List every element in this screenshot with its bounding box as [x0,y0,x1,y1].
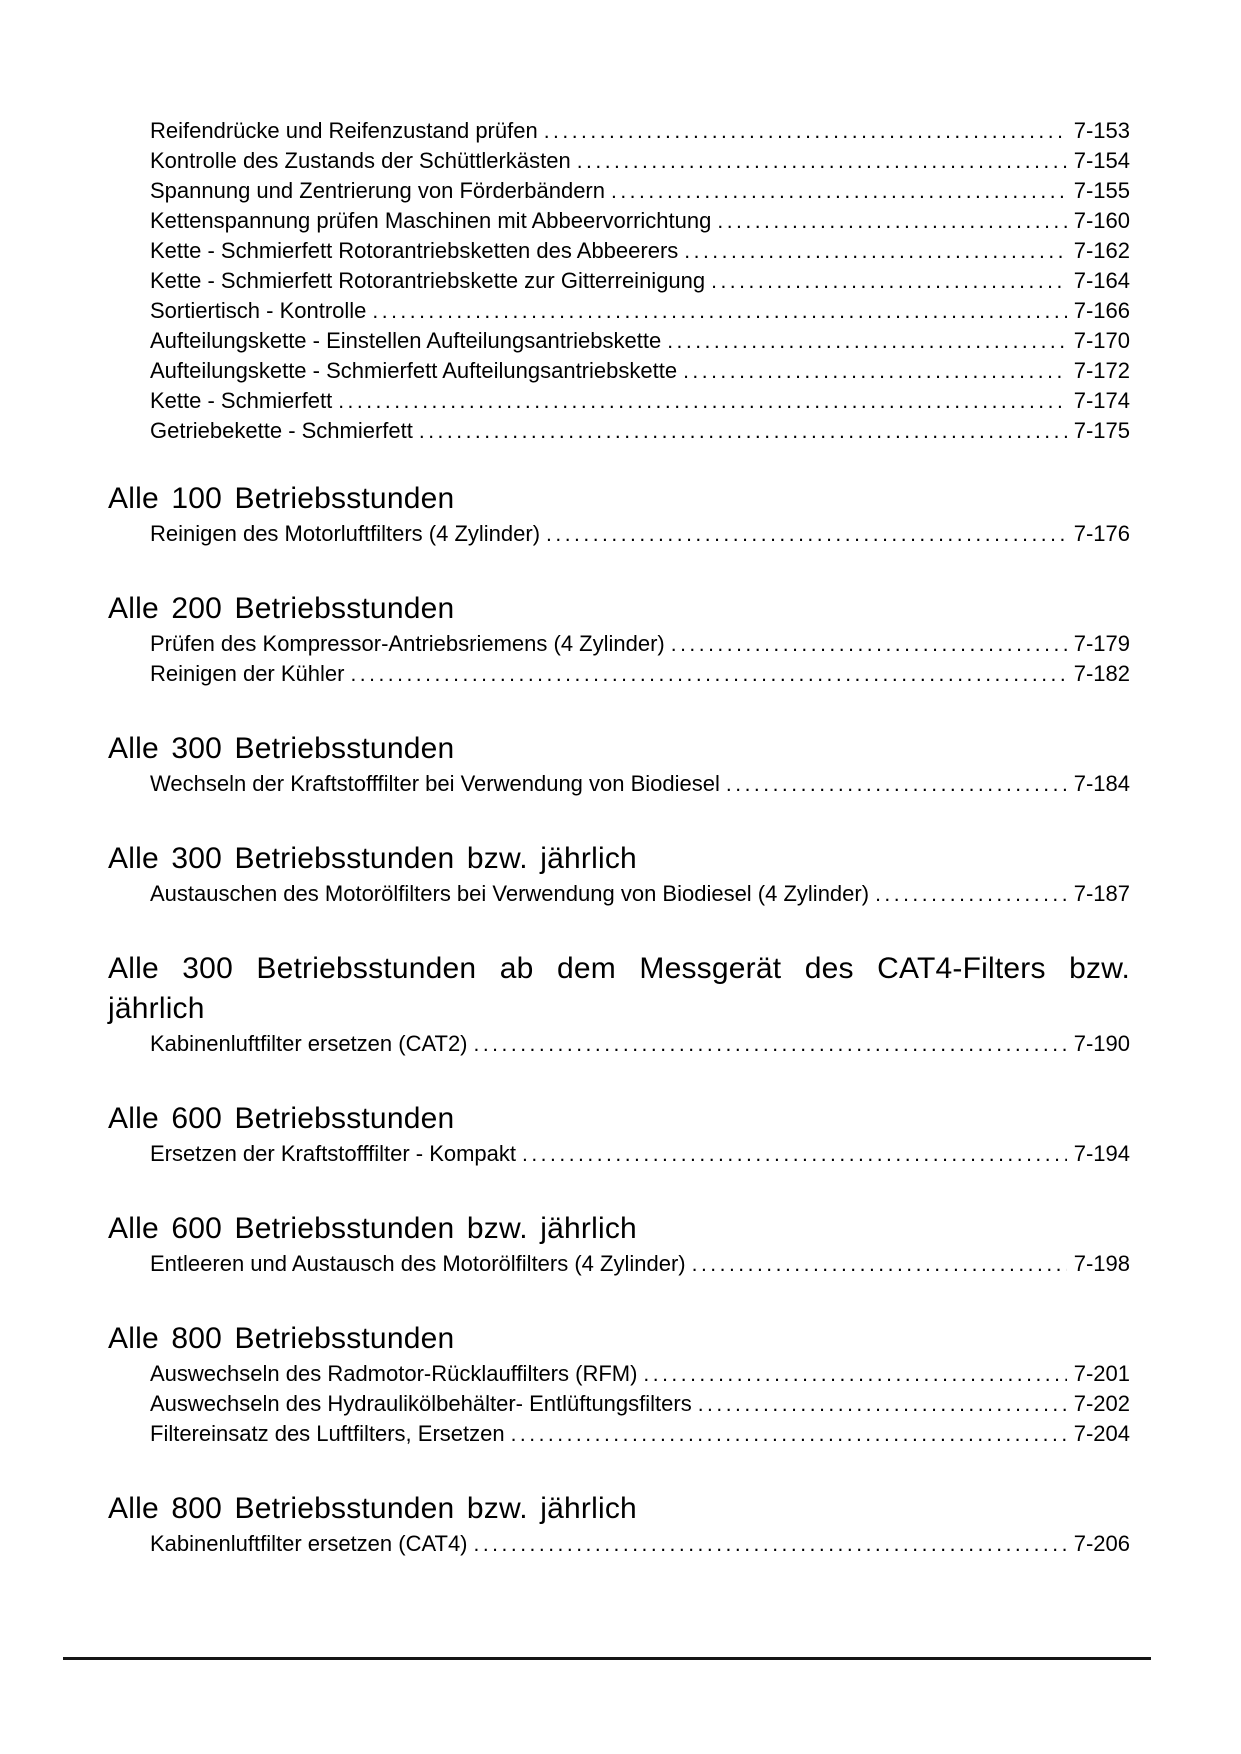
toc-entry-page: 7-184 [1073,771,1130,796]
section-alle-600-betriebsstunden [108,1099,1130,1169]
toc-entry-page: 7-172 [1073,358,1130,383]
section-alle-300-betriebsstunden-cat4-filter [108,949,1130,1059]
toc-entry-title: Reinigen des Motorluftfilters (4 Zylinder) [150,521,541,546]
toc-entry [108,116,1130,146]
toc-entry-page: 7-175 [1073,418,1130,443]
toc-entry [108,1029,1130,1059]
toc-entry [108,326,1130,356]
section-heading: Alle 300 Betriebsstunden [108,732,455,765]
toc-entry-title: Auswechseln des Radmotor-Rücklauffilters (RFM) [150,1361,638,1386]
toc-entry-page: 7-166 [1073,298,1130,323]
toc-entry [108,236,1130,266]
toc-entry-title: Austauschen des Motorölfilters bei Verwendung von Biodiesel (4 Zylinder) [150,881,870,906]
dot-leader [372,296,1066,326]
section-alle-300-betriebsstunden-bzw-jaehrlich [108,839,1130,909]
dot-leader [726,769,1067,799]
section-heading: Alle 600 Betriebsstunden bzw. jährlich [108,1212,637,1245]
toc-entry-title: Spannung und Zentrierung von Förderbändern [150,178,605,203]
toc-entry-title: Entleeren und Austausch des Motorölfilters (4 Zylinder) [150,1251,686,1276]
toc-entry-title: Aufteilungskette - Schmierfett Aufteilungsantriebskette [150,358,678,383]
section-heading: Alle 800 Betriebsstunden [108,1322,455,1355]
toc-entry-title: Kette - Schmierfett Rotorantriebsketten des Abbeerers [150,238,679,263]
toc-entry [108,266,1130,296]
toc-entry [108,356,1130,386]
dot-leader [577,146,1067,176]
toc-entry-page: 7-154 [1073,148,1130,173]
toc-entry-title: Aufteilungskette - Einstellen Aufteilungsantriebskette [150,328,662,353]
footer-rule [63,1657,1151,1660]
toc-entry-title: Auswechseln des Hydraulikölbehälter- Entlüftungsfilters [150,1391,692,1416]
toc-entry [108,1139,1130,1169]
toc-entry-page: 7-164 [1073,268,1130,293]
section-alle-300-betriebsstunden [108,729,1130,799]
toc-entry-title: Kettenspannung prüfen Maschinen mit Abbeervorrichtung [150,208,712,233]
section-heading: Alle 300 Betriebsstunden bzw. jährlich [108,842,637,875]
toc-entry-page: 7-198 [1073,1251,1130,1276]
toc-entry-page: 7-190 [1073,1031,1130,1056]
toc-entry [108,206,1130,236]
toc-entry [108,296,1130,326]
toc-entry-page: 7-174 [1073,388,1130,413]
toc-entry [108,1249,1130,1279]
toc-entry-title: Prüfen des Kompressor-Antriebsriemens (4 Zylinder) [150,631,665,656]
toc-entry [108,519,1130,549]
toc-entry [108,1389,1130,1419]
dot-leader [474,1529,1067,1559]
toc-entry-page: 7-204 [1073,1421,1130,1446]
section-heading: Alle 600 Betriebsstunden [108,1102,455,1135]
toc-entry-title: Reifendrücke und Reifenzustand prüfen [150,118,538,143]
toc-entry-page: 7-162 [1073,238,1130,263]
toc-entry [108,1529,1130,1559]
toc-entry-title: Wechseln der Kraftstofffilter bei Verwendung von Biodiesel [150,771,720,796]
toc-entry-title: Kette - Schmierfett Rotorantriebskette zur Gitterreinigung [150,268,706,293]
toc-entry-page: 7-179 [1073,631,1130,656]
toc-entry-page: 7-153 [1073,118,1130,143]
section-alle-100-betriebsstunden [108,479,1130,549]
toc-entry-title: Kabinenluftfilter ersetzen (CAT2) [150,1031,468,1056]
toc-entry-page: 7-206 [1073,1531,1130,1556]
toc-entry-page: 7-187 [1073,881,1130,906]
dot-leader [611,176,1067,206]
dot-leader [875,879,1067,909]
section-heading-line-2: jährlich [108,992,205,1025]
dot-leader [350,659,1066,689]
section-alle-200-betriebsstunden [108,589,1130,689]
toc-entry-title: Kabinenluftfilter ersetzen (CAT4) [150,1531,468,1556]
toc-entry [108,1419,1130,1449]
section-heading: Alle 200 Betriebsstunden [108,592,455,625]
dot-leader [683,356,1067,386]
toc-entry [108,1359,1130,1389]
dot-leader [419,416,1067,446]
dot-leader [711,266,1067,296]
toc-entry [108,769,1130,799]
toc-entry-page: 7-176 [1073,521,1130,546]
toc-entry [108,629,1130,659]
toc-entry-page: 7-201 [1073,1361,1130,1386]
section-heading: Alle 100 Betriebsstunden [108,482,455,515]
toc-entry [108,659,1130,689]
toc-entry-page: 7-170 [1073,328,1130,353]
toc-entry [108,416,1130,446]
toc-continued-entries [108,116,1130,446]
dot-leader [522,1139,1067,1169]
section-alle-800-betriebsstunden [108,1319,1130,1449]
section-heading-line-1: Alle 300 Betriebsstunden ab dem Messgerät des CAT4-Filters bzw. [108,952,1130,985]
toc-entry [108,146,1130,176]
toc-entry-title: Ersetzen der Kraftstofffilter - Kompakt [150,1141,517,1166]
toc-entry-title: Filtereinsatz des Luftfilters, Ersetzen [150,1421,505,1446]
dot-leader [717,206,1066,236]
toc-entry-page: 7-194 [1073,1141,1130,1166]
toc-entry-page: 7-202 [1073,1391,1130,1416]
toc-entry-title: Kontrolle des Zustands der Schüttlerkästen [150,148,571,173]
section-alle-600-betriebsstunden-bzw-jaehrlich [108,1209,1130,1279]
dot-leader [684,236,1066,266]
toc-entry-page: 7-160 [1073,208,1130,233]
toc-entry-title: Getriebekette - Schmierfett [150,418,413,443]
toc-entry-title: Reinigen der Kühler [150,661,345,686]
toc-entry [108,176,1130,206]
toc-entry [108,386,1130,416]
dot-leader [474,1029,1067,1059]
toc-entry-title: Kette - Schmierfett [150,388,333,413]
section-heading: Alle 800 Betriebsstunden bzw. jährlich [108,1492,637,1525]
toc-entry-title: Sortiertisch - Kontrolle [150,298,367,323]
toc-entry-page: 7-182 [1073,661,1130,686]
dot-leader [511,1419,1067,1449]
dot-leader [692,1249,1067,1279]
dot-leader [698,1389,1067,1419]
dot-leader [643,1359,1066,1389]
section-alle-800-betriebsstunden-bzw-jaehrlich [108,1489,1130,1559]
dot-leader [544,116,1067,146]
dot-leader [671,629,1067,659]
dot-leader [667,326,1067,356]
dot-leader [338,386,1067,416]
table-of-contents [108,116,1130,1559]
dot-leader [546,519,1067,549]
toc-entry-page: 7-155 [1073,178,1130,203]
toc-entry [108,879,1130,909]
